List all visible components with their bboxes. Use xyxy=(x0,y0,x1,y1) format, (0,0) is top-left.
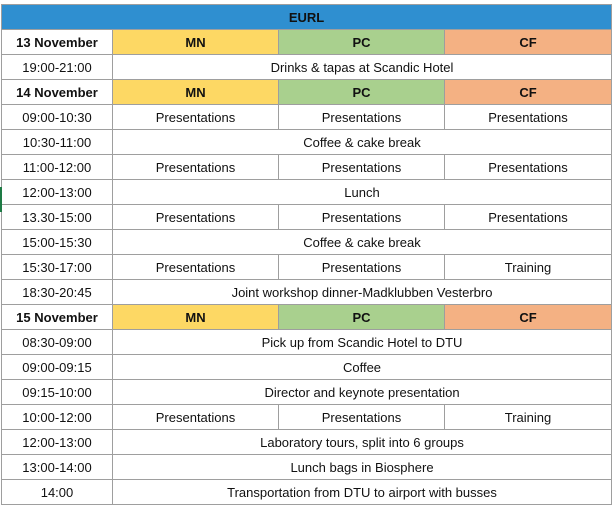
time-cell[interactable]: 12:00-13:00 xyxy=(2,430,113,455)
day-header-row xyxy=(2,305,612,330)
activity-cell[interactable]: Joint workshop dinner-Madklubben Vesterbro xyxy=(113,280,612,305)
group-cf-header[interactable]: CF xyxy=(445,305,612,330)
time-cell[interactable]: 09:15-10:00 xyxy=(2,380,113,405)
cf-activity-cell[interactable]: Presentations xyxy=(445,155,612,180)
group-pc-header[interactable]: PC xyxy=(279,80,445,105)
group-cf-header[interactable]: CF xyxy=(445,30,612,55)
cf-activity-cell[interactable]: Presentations xyxy=(445,205,612,230)
group-mn-header[interactable]: MN xyxy=(113,305,279,330)
activity-cell[interactable]: Coffee & cake break xyxy=(113,230,612,255)
schedule-row xyxy=(2,155,612,180)
row-selection-marker xyxy=(0,187,2,212)
time-cell[interactable]: 09:00-10:30 xyxy=(2,105,113,130)
time-cell[interactable]: 15:30-17:00 xyxy=(2,255,113,280)
schedule-row xyxy=(2,205,612,230)
time-cell[interactable]: 10:00-12:00 xyxy=(2,405,113,430)
pc-activity-cell[interactable]: Presentations xyxy=(279,155,445,180)
schedule-row xyxy=(2,405,612,430)
time-cell[interactable]: 13:00-14:00 xyxy=(2,455,113,480)
time-cell[interactable]: 08:30-09:00 xyxy=(2,330,113,355)
day-header-row xyxy=(2,80,612,105)
cf-activity-cell[interactable]: Training xyxy=(445,255,612,280)
schedule-row xyxy=(2,455,612,480)
activity-cell[interactable]: Coffee & cake break xyxy=(113,130,612,155)
mn-activity-cell[interactable]: Presentations xyxy=(113,405,279,430)
mn-activity-cell[interactable]: Presentations xyxy=(113,205,279,230)
activity-cell[interactable]: Lunch xyxy=(113,180,612,205)
mn-activity-cell[interactable]: Presentations xyxy=(113,255,279,280)
activity-cell[interactable]: Director and keynote presentation xyxy=(113,380,612,405)
schedule-row xyxy=(2,480,612,505)
day-date-cell[interactable]: 14 November xyxy=(2,80,113,105)
time-cell[interactable]: 14:00 xyxy=(2,480,113,505)
day-header-row xyxy=(2,30,612,55)
schedule-table xyxy=(1,4,612,505)
sheet-title[interactable]: EURL xyxy=(2,5,612,30)
pc-activity-cell[interactable]: Presentations xyxy=(279,205,445,230)
activity-cell[interactable]: Transportation from DTU to airport with busses xyxy=(113,480,612,505)
group-pc-header[interactable]: PC xyxy=(279,305,445,330)
schedule-row xyxy=(2,355,612,380)
pc-activity-cell[interactable]: Presentations xyxy=(279,405,445,430)
mn-activity-cell[interactable]: Presentations xyxy=(113,105,279,130)
time-cell[interactable]: 13.30-15:00 xyxy=(2,205,113,230)
schedule-row xyxy=(2,230,612,255)
group-mn-header[interactable]: MN xyxy=(113,30,279,55)
time-cell[interactable]: 11:00-12:00 xyxy=(2,155,113,180)
schedule-row xyxy=(2,380,612,405)
time-cell[interactable]: 12:00-13:00 xyxy=(2,180,113,205)
schedule-row xyxy=(2,180,612,205)
time-cell[interactable]: 09:00-09:15 xyxy=(2,355,113,380)
schedule-row xyxy=(2,255,612,280)
group-cf-header[interactable]: CF xyxy=(445,80,612,105)
schedule-row xyxy=(2,330,612,355)
cf-activity-cell[interactable]: Presentations xyxy=(445,105,612,130)
schedule-row xyxy=(2,130,612,155)
day-date-cell[interactable]: 15 November xyxy=(2,305,113,330)
schedule-row xyxy=(2,280,612,305)
pc-activity-cell[interactable]: Presentations xyxy=(279,255,445,280)
pc-activity-cell[interactable]: Presentations xyxy=(279,105,445,130)
group-pc-header[interactable]: PC xyxy=(279,30,445,55)
time-cell[interactable]: 19:00-21:00 xyxy=(2,55,113,80)
mn-activity-cell[interactable]: Presentations xyxy=(113,155,279,180)
day-date-cell[interactable]: 13 November xyxy=(2,30,113,55)
group-mn-header[interactable]: MN xyxy=(113,80,279,105)
schedule-row xyxy=(2,430,612,455)
schedule-row xyxy=(2,55,612,80)
activity-cell[interactable]: Pick up from Scandic Hotel to DTU xyxy=(113,330,612,355)
time-cell[interactable]: 18:30-20:45 xyxy=(2,280,113,305)
activity-cell[interactable]: Coffee xyxy=(113,355,612,380)
activity-cell[interactable]: Laboratory tours, split into 6 groups xyxy=(113,430,612,455)
cf-activity-cell[interactable]: Training xyxy=(445,405,612,430)
schedule-row xyxy=(2,105,612,130)
title-row xyxy=(2,5,612,30)
activity-cell[interactable]: Lunch bags in Biosphere xyxy=(113,455,612,480)
activity-cell[interactable]: Drinks & tapas at Scandic Hotel xyxy=(113,55,612,80)
time-cell[interactable]: 10:30-11:00 xyxy=(2,130,113,155)
time-cell[interactable]: 15:00-15:30 xyxy=(2,230,113,255)
